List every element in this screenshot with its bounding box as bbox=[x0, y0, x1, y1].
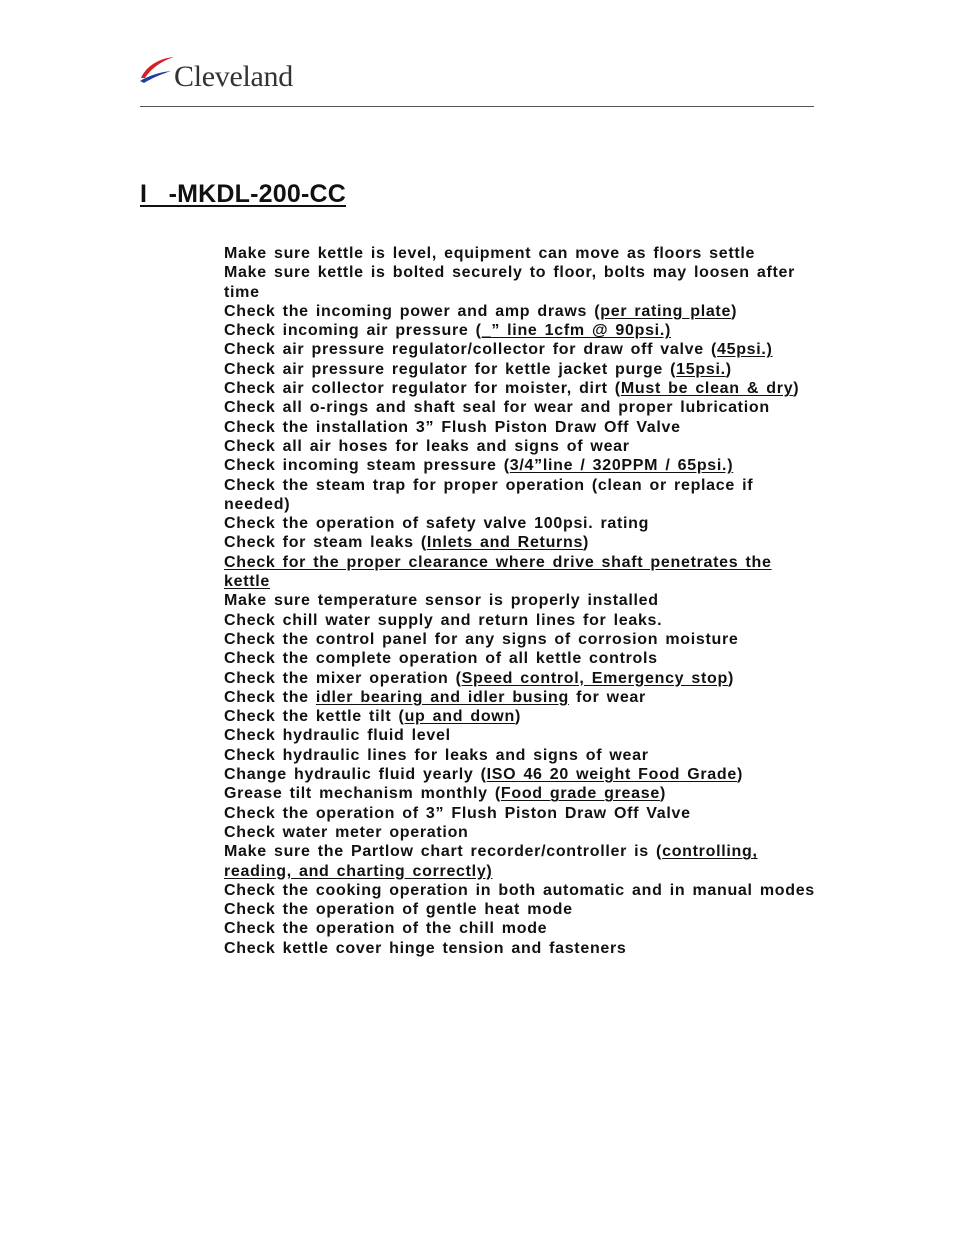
checklist-item-text: Check the mixer operation ( bbox=[224, 669, 462, 687]
checklist-item bbox=[224, 919, 816, 938]
checklist-item-text: for wear bbox=[568, 688, 646, 706]
checklist-item bbox=[224, 765, 816, 784]
checklist-item-text: Check the installation 3” Flush Piston Draw Off Valve bbox=[224, 418, 681, 436]
checklist-item-text: ) bbox=[659, 785, 666, 803]
checklist-item-text: Check the complete operation of all kettle controls bbox=[224, 650, 658, 668]
checklist-item bbox=[224, 630, 816, 649]
checklist-item bbox=[224, 611, 816, 630]
checklist-item-underlined-text: controlling, reading, and charting correctly) bbox=[224, 843, 758, 880]
checklist-item bbox=[224, 340, 816, 359]
checklist-item-text: Check air collector regulator for moister, dirt ( bbox=[224, 380, 621, 398]
checklist-item-text: Change hydraulic fluid yearly ( bbox=[224, 766, 487, 784]
checklist-item-text: Make sure kettle is level, equipment can move as floors settle bbox=[224, 245, 756, 262]
checklist-item-text: Make sure temperature sensor is properly installed bbox=[224, 592, 659, 610]
checklist-item bbox=[224, 244, 816, 263]
checklist-item bbox=[224, 939, 816, 958]
checklist-item-text: Check kettle cover hinge tension and fasteners bbox=[224, 939, 627, 957]
checklist-item-text: Check the operation of 3” Flush Piston Draw Off Valve bbox=[224, 804, 691, 822]
checklist-item bbox=[224, 514, 816, 533]
checklist-item-text: Check the cooking operation in both automatic and in manual modes bbox=[224, 881, 815, 899]
checklist-item bbox=[224, 842, 816, 881]
checklist-item bbox=[224, 649, 816, 668]
checklist-item-text: ) bbox=[731, 302, 738, 320]
checklist-item-text: Check the incoming power and amp draws ( bbox=[224, 302, 601, 320]
checklist-item bbox=[224, 804, 816, 823]
checklist-item-text: Check all o-rings and shaft seal for wear and proper lubrication bbox=[224, 399, 770, 417]
page-title: I -MKDL-200-CC bbox=[140, 180, 346, 208]
checklist-item bbox=[224, 418, 816, 437]
checklist-item-text: Check the kettle tilt ( bbox=[224, 708, 405, 726]
checklist-item-text: Check hydraulic lines for leaks and signs of wear bbox=[224, 746, 649, 764]
checklist-item-text: Check the operation of gentle heat mode bbox=[224, 901, 573, 919]
checklist-item-underlined-text: Must be clean & dry bbox=[620, 380, 794, 398]
checklist-item-text: Check the bbox=[224, 688, 316, 706]
checklist-item bbox=[224, 476, 816, 515]
checklist-item bbox=[224, 900, 816, 919]
checklist-item-underlined-text: per rating plate bbox=[600, 302, 732, 320]
checklist-item-text: ) bbox=[736, 766, 743, 784]
checklist-item bbox=[224, 533, 816, 552]
checklist-item bbox=[224, 707, 816, 726]
checklist-item-underlined-text: ISO 46 20 weight Food Grade bbox=[486, 766, 737, 784]
maintenance-checklist bbox=[224, 244, 816, 958]
checklist-item-underlined-text: Food grade grease bbox=[500, 785, 660, 803]
checklist-item bbox=[224, 881, 816, 900]
checklist-item-text: Grease tilt mechanism monthly ( bbox=[224, 785, 501, 803]
checklist-item-underlined-text: 3/4”line / 320PPM / 65psi.) bbox=[509, 457, 734, 475]
header-divider bbox=[140, 106, 814, 107]
checklist-item-underlined-text: Speed control, Emergency stop bbox=[461, 669, 728, 687]
checklist-item-text: ) bbox=[727, 669, 735, 687]
checklist-item bbox=[224, 591, 816, 610]
cleveland-logo bbox=[138, 54, 338, 98]
checklist-item-text: Check the steam trap for proper operation (clean or replace if needed) bbox=[224, 476, 754, 513]
checklist-item-text: Make sure kettle is bolted securely to floor, bolts may loosen after time bbox=[224, 264, 796, 301]
checklist-item-text: Check water meter operation bbox=[224, 823, 469, 841]
checklist-item bbox=[224, 553, 816, 592]
checklist-item-text: Check air pressure regulator for kettle jacket purge ( bbox=[224, 360, 677, 378]
checklist-item bbox=[224, 398, 816, 417]
checklist-item-text: ) bbox=[514, 708, 521, 726]
checklist-item-text: Check hydraulic fluid level bbox=[224, 727, 451, 745]
checklist-item-text: Check incoming steam pressure ( bbox=[224, 457, 510, 475]
checklist-item bbox=[224, 823, 816, 842]
cleveland-swoosh-icon bbox=[138, 54, 178, 84]
checklist-item-text: Check the operation of the chill mode bbox=[224, 920, 548, 938]
checklist-item-text: Check all air hoses for leaks and signs of wear bbox=[224, 437, 630, 455]
checklist-item-text: ) bbox=[793, 380, 800, 398]
checklist-item bbox=[224, 456, 816, 475]
checklist-item-text: ) bbox=[583, 534, 590, 552]
checklist-item bbox=[224, 321, 816, 340]
checklist-item bbox=[224, 263, 816, 302]
checklist-item bbox=[224, 688, 816, 707]
checklist-item bbox=[224, 669, 816, 688]
checklist-item bbox=[224, 726, 816, 745]
checklist-item bbox=[224, 746, 816, 765]
checklist-item-underlined-text: Inlets and Returns bbox=[426, 534, 584, 552]
checklist-item-text: Check the operation of safety valve 100psi. rating bbox=[224, 515, 650, 533]
checklist-item-underlined-text: idler bearing and idler busing bbox=[315, 688, 569, 706]
logo-text: Cleveland bbox=[174, 60, 293, 93]
checklist-item bbox=[224, 437, 816, 456]
checklist-item-underlined-text: 15psi. bbox=[676, 360, 726, 378]
checklist-item-text: Make sure the Partlow chart recorder/controller is ( bbox=[224, 843, 663, 861]
checklist-item-text: Check air pressure regulator/collector for draw off valve ( bbox=[224, 341, 717, 359]
checklist-item-text: Check the control panel for any signs of corrosion moisture bbox=[224, 630, 739, 648]
checklist-item-text: Check chill water supply and return lines for leaks. bbox=[224, 611, 663, 629]
checklist-item-text: ) bbox=[725, 360, 732, 378]
checklist-item bbox=[224, 302, 816, 321]
checklist-item-underlined-text: up and down bbox=[404, 708, 515, 726]
checklist-item-underlined-text: Check for the proper clearance where drive shaft penetrates the kettle bbox=[224, 553, 772, 591]
checklist-item-text: Check incoming air pressure ( bbox=[224, 322, 482, 340]
checklist-item-underlined-text: 45psi.) bbox=[717, 341, 773, 359]
checklist-item-underlined-text: _” line 1cfm @ 90psi.) bbox=[481, 322, 672, 340]
checklist-item-text: Check for steam leaks ( bbox=[224, 534, 427, 552]
checklist-item bbox=[224, 379, 816, 398]
checklist-item bbox=[224, 360, 816, 379]
checklist-item bbox=[224, 784, 816, 803]
